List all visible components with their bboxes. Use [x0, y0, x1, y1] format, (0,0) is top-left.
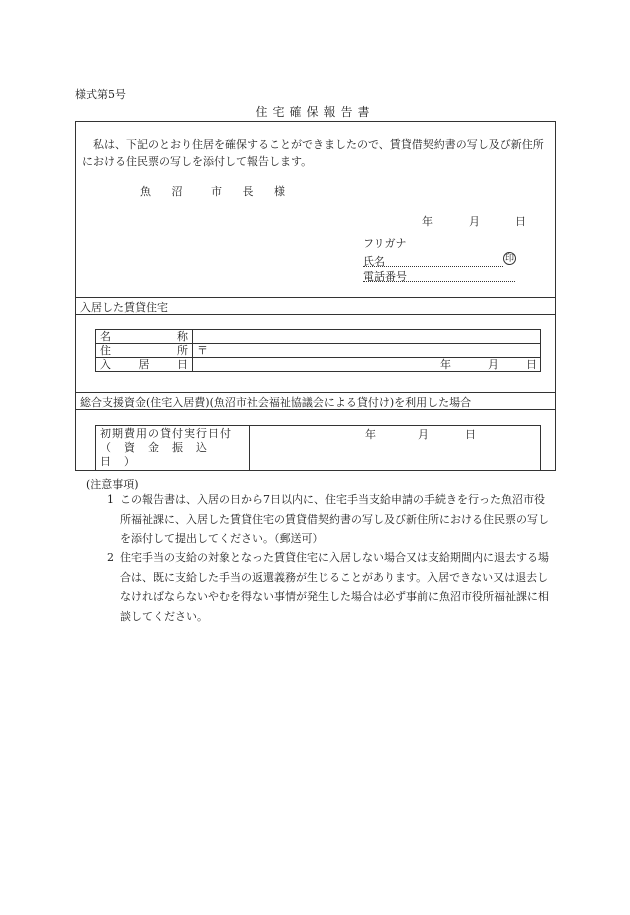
- date-day: 日: [515, 215, 526, 228]
- note-item-2: [107, 548, 555, 626]
- table-row: [96, 344, 541, 358]
- movein-day: 日: [526, 358, 537, 371]
- movein-month: 月: [488, 358, 499, 371]
- note-number: 2: [107, 551, 114, 564]
- seal-mark: 印: [504, 254, 514, 264]
- addressee-char: 長: [242, 185, 257, 198]
- divider: [75, 314, 556, 315]
- housing-table: [95, 329, 541, 372]
- row-label-name: 名 称: [96, 330, 193, 344]
- phone-field[interactable]: [363, 281, 515, 282]
- loan-date-label-line1: 初期費用の貸付実行日付: [100, 427, 232, 440]
- addressee-char: 魚: [140, 185, 154, 198]
- form-number: 様式第5号: [75, 88, 126, 101]
- report-frame: [75, 121, 556, 471]
- movein-date-field[interactable]: [193, 358, 541, 372]
- intro-text: 私は、下記のとおり住居を確保することができましたので、賃貸借契約書の写し及び新住所における住民票の写しを添付して報告します。: [82, 138, 544, 168]
- housing-address-field[interactable]: 〒: [193, 344, 541, 358]
- table-row: [96, 426, 541, 471]
- note-number: 1: [107, 493, 114, 506]
- divider: [75, 409, 556, 410]
- row-label-address: 住 所: [96, 344, 193, 358]
- table-row: [96, 330, 541, 344]
- note-text: この報告書は、入居の日から7日以内に、住宅手当支給申請の手続きを行った魚沼市役所福祉課に、入居した賃貸住宅の賃貸借契約書の写し及び新住所における住民票の写しを添付して提出してください。（郵送可）: [120, 493, 549, 545]
- addressee-char: 様: [274, 185, 288, 198]
- addressee: [140, 183, 299, 199]
- loan-date-label: [96, 426, 250, 471]
- note-text: 住宅手当の支給の対象となった賃貸住宅に入居しない場合又は支給期間内に退去する場合は、既に支給した手当の返還義務が生じることがあります。入居できない又は退去しなければならないやむを得ない事情が発生した場合は必ず事前に魚沼市役所福祉課に相談してください。: [120, 551, 549, 623]
- loan-year: 年: [365, 428, 376, 441]
- addressee-char: 沼: [171, 185, 186, 198]
- loan-date-label-line2: （ 資 金 振 込 日 ）: [100, 441, 220, 468]
- table-row: [96, 358, 541, 372]
- note-item-1: [107, 490, 555, 549]
- notes-heading: (注意事項): [86, 478, 139, 491]
- loan-day: 日: [465, 428, 476, 441]
- divider: [75, 392, 556, 393]
- furigana-label: フリガナ: [363, 237, 407, 250]
- section1-heading: 入居した賃貸住宅: [80, 301, 168, 314]
- name-field[interactable]: [363, 266, 503, 267]
- date-year: 年: [422, 215, 433, 228]
- row-label-movein: 入 居 日: [96, 358, 193, 372]
- divider: [75, 297, 556, 298]
- phone-label: 電話番号: [363, 270, 407, 283]
- name-label: 氏名: [363, 255, 385, 268]
- document-title: 住宅確保報告書: [255, 105, 375, 119]
- loan-table: [95, 425, 541, 471]
- loan-month: 月: [418, 428, 429, 441]
- loan-date-field[interactable]: [250, 426, 541, 471]
- housing-name-field[interactable]: [193, 330, 541, 344]
- section2-heading: 総合支援資金(住宅入居費)(魚沼市社会福祉協議会による貸付け)を利用した場合: [80, 396, 472, 409]
- movein-year: 年: [440, 358, 451, 371]
- addressee-char: 市: [211, 185, 225, 198]
- date-month: 月: [469, 215, 480, 228]
